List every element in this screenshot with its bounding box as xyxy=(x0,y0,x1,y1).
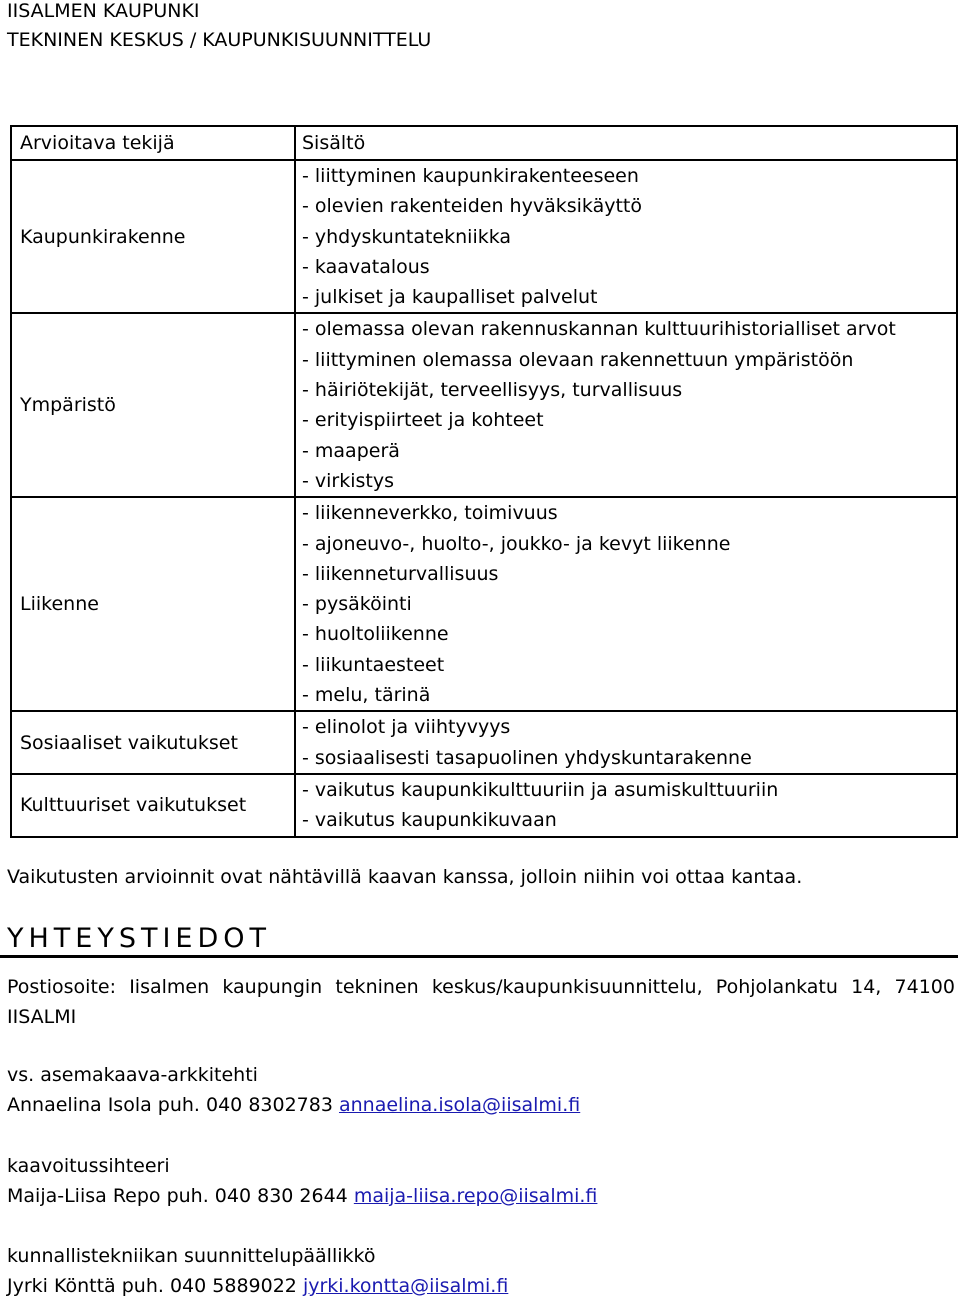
factor-cell: Liikenne xyxy=(11,497,295,711)
content-item: - liittyminen kaupunkirakenteeseen xyxy=(302,165,639,187)
content-item: - liikenneturvallisuus xyxy=(302,562,499,585)
content-item: - vaikutus kaupunkikulttuuriin ja asumiskulttuuriin xyxy=(302,778,779,801)
content-item: - häiriötekijät, terveellisyys, turvallisuus xyxy=(302,379,683,402)
table-row xyxy=(11,313,957,497)
content-cell xyxy=(295,711,957,774)
content-item: - pysäköinti xyxy=(302,593,412,616)
contact-role: vs. asemakaava-arkkitehti xyxy=(7,1064,258,1086)
email-link[interactable]: annaelina.isola@iisalmi.fi xyxy=(338,1094,581,1116)
table-header-row xyxy=(11,126,957,160)
content-item: - virkistys xyxy=(302,469,395,492)
table-row xyxy=(11,711,957,774)
factor-cell: Sosiaaliset vaikutukset xyxy=(11,711,295,774)
content-item: - maaperä xyxy=(302,439,400,462)
contact-line xyxy=(7,1275,508,1297)
content-item: - yhdyskuntatekniikka xyxy=(302,225,512,248)
content-item: - erityispiirteet ja kohteet xyxy=(302,409,544,432)
content-cell xyxy=(295,774,957,837)
contact-name-phone: Jyrki Könttä puh. 040 5889022 xyxy=(7,1275,297,1297)
content-item: - huoltoliikenne xyxy=(302,623,449,646)
section-divider xyxy=(0,955,958,958)
table-row xyxy=(11,160,957,313)
factor-cell: Kaupunkirakenne xyxy=(11,160,295,313)
factor-cell: Ympäristö xyxy=(11,313,295,497)
email-link[interactable]: jyrki.kontta@iisalmi.fi xyxy=(302,1275,509,1297)
assessment-table xyxy=(10,125,958,838)
content-item: - melu, tärinä xyxy=(302,684,431,707)
department-name: TEKNINEN KESKUS / KAUPUNKISUUNNITTELU xyxy=(7,29,432,51)
content-cell xyxy=(295,160,957,313)
content-item: - ajoneuvo-, huolto-, joukko- ja kevyt liikenne xyxy=(302,532,731,555)
content-item: - liikuntaesteet xyxy=(302,653,445,676)
content-item: - kaavatalous xyxy=(302,255,430,278)
table-row xyxy=(11,774,957,837)
column-header-content: Sisältö xyxy=(295,126,957,160)
content-item: - olemassa olevan rakennuskannan kulttuurihistorialliset arvot xyxy=(302,318,896,341)
content-item: - olevien rakenteiden hyväksikäyttö xyxy=(302,195,642,218)
org-name: IISALMEN KAUPUNKI xyxy=(7,0,200,22)
postal-address: Postiosoite: Iisalmen kaupungin tekninen keskus/kaupunkisuunnittelu, Pohjolankatu 14, 74100 IISALMI xyxy=(7,976,955,1028)
contact-name-phone: Maija-Liisa Repo puh. 040 830 2644 xyxy=(7,1185,348,1207)
email-link[interactable]: maija-liisa.repo@iisalmi.fi xyxy=(353,1185,598,1207)
content-item: - liikenneverkko, toimivuus xyxy=(302,502,558,525)
content-item: - liittyminen olemassa olevaan rakennettuun ympäristöön xyxy=(302,348,854,371)
content-item: - sosiaalisesti tasapuolinen yhdyskuntarakenne xyxy=(302,746,752,769)
contact-line xyxy=(7,1185,597,1207)
content-item: - vaikutus kaupunkikuvaan xyxy=(302,809,557,832)
content-cell xyxy=(295,497,957,711)
factor-cell: Kulttuuriset vaikutukset xyxy=(11,774,295,837)
contact-role: kunnallistekniikan suunnittelupäällikkö xyxy=(7,1245,376,1267)
content-item: - julkiset ja kaupalliset palvelut xyxy=(302,286,598,309)
column-header-factor: Arvioitava tekijä xyxy=(11,126,295,160)
table-row xyxy=(11,497,957,711)
content-item: - elinolot ja viihtyvyys xyxy=(302,716,511,739)
contact-section-title: YHTEYSTIEDOT xyxy=(7,923,272,954)
contact-line xyxy=(7,1094,580,1116)
content-cell xyxy=(295,313,957,497)
contact-role: kaavoitussihteeri xyxy=(7,1155,170,1177)
assessment-note: Vaikutusten arvioinnit ovat nähtävillä kaavan kanssa, jolloin niihin voi ottaa kantaa. xyxy=(7,866,803,888)
contact-name-phone: Annaelina Isola puh. 040 8302783 xyxy=(7,1094,333,1116)
